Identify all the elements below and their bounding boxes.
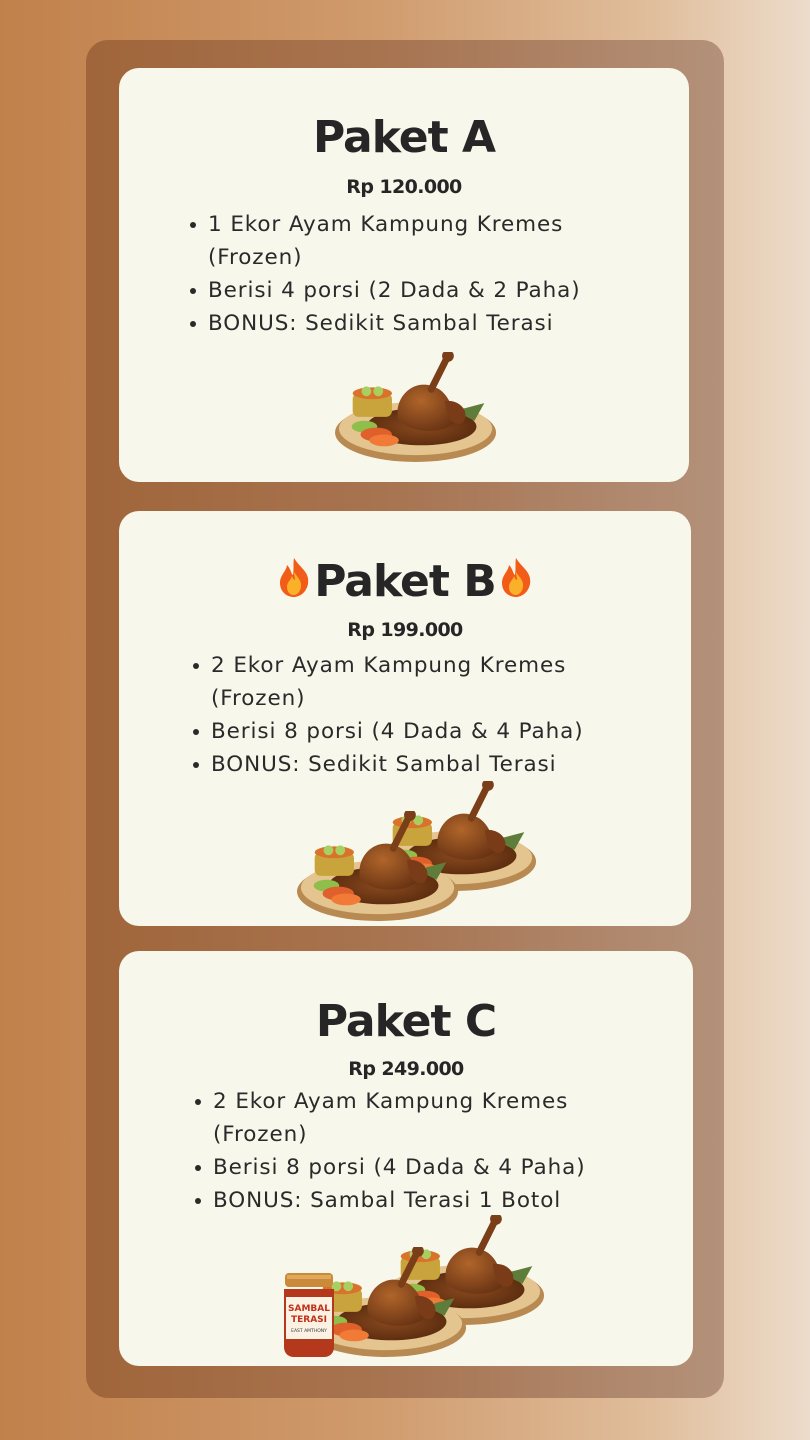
package-price: Rp 120.000: [346, 176, 462, 198]
fire-icon: [274, 556, 314, 598]
fried-chicken-plate-icon: [333, 352, 503, 462]
svg-text:SAMBAL: SAMBAL: [288, 1304, 330, 1314]
list-item: BONUS: Sambal Terasi 1 Botol: [191, 1184, 586, 1217]
package-title: Paket C: [315, 996, 497, 1047]
list-item: Berisi 8 porsi (4 Dada & 4 Paha): [189, 715, 584, 748]
package-title: Paket B: [119, 556, 691, 608]
list-item: BONUS: Sedikit Sambal Terasi: [186, 307, 581, 340]
fire-icon: [496, 556, 536, 598]
package-items: [191, 1085, 586, 1217]
package-price: Rp 199.000: [347, 619, 463, 641]
package-items: [189, 649, 584, 781]
package-card-c: [119, 951, 693, 1366]
list-item: 1 Ekor Ayam Kampung Kremes (Frozen): [186, 208, 581, 274]
list-item: Berisi 8 porsi (4 Dada & 4 Paha): [191, 1151, 586, 1184]
fried-chicken-plate-icon: [295, 811, 465, 921]
package-card-b: [119, 511, 691, 926]
package-card-a: [119, 68, 689, 482]
package-items: [186, 208, 581, 340]
list-item: Berisi 4 porsi (2 Dada & 2 Paha): [186, 274, 581, 307]
package-title: Paket A: [312, 112, 496, 163]
package-price: Rp 249.000: [348, 1058, 464, 1080]
list-item: 2 Ekor Ayam Kampung Kremes (Frozen): [189, 649, 584, 715]
list-item: BONUS: Sedikit Sambal Terasi: [189, 748, 584, 781]
list-item: 2 Ekor Ayam Kampung Kremes (Frozen): [191, 1085, 586, 1151]
svg-text:TERASI: TERASI: [290, 1315, 328, 1325]
sambal-jar-icon: [282, 1273, 336, 1357]
svg-text:EAST AMTHONY: EAST AMTHONY: [291, 1329, 327, 1334]
